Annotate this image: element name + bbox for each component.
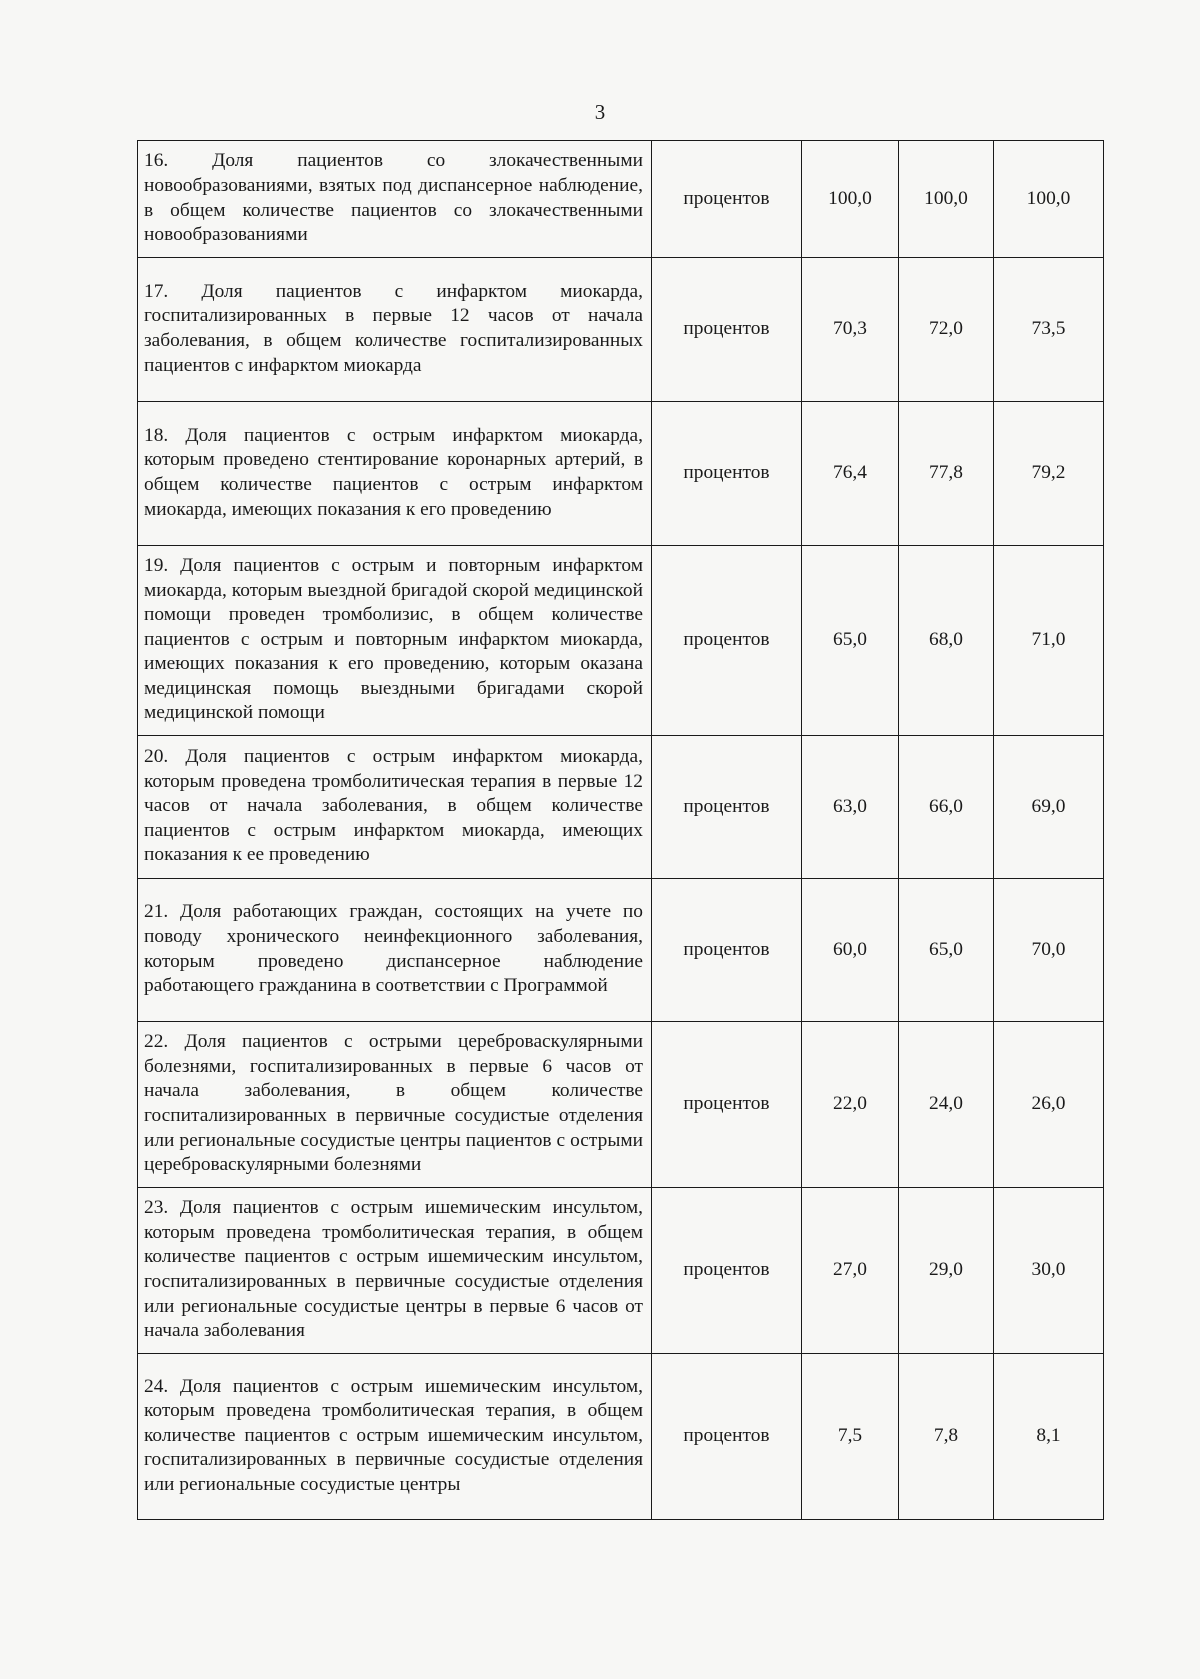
indicator-unit: процентов: [652, 879, 802, 1022]
indicator-value-year-3: 8,1: [994, 1354, 1104, 1520]
indicator-value-year-1: 70,3: [802, 258, 899, 402]
indicator-unit: процентов: [652, 402, 802, 546]
page-number: 3: [594, 100, 606, 124]
indicator-value-year-3: 69,0: [994, 736, 1104, 879]
indicator-value-year-1: 22,0: [802, 1022, 899, 1188]
indicator-unit: процентов: [652, 1188, 802, 1354]
indicator-description: 17. Доля пациентов с инфарктом миокарда, госпитализированных в первые 12 часов от начала заболевания, в общем количестве госпитализированных пациентов с инфарктом миокарда: [138, 258, 652, 402]
indicator-value-year-2: 65,0: [899, 879, 994, 1022]
table-row: [138, 1188, 1104, 1354]
table-row: [138, 546, 1104, 736]
indicator-description: 16. Доля пациентов со злокачественными новообразованиями, взятых под диспансерное наблюдение, в общем количестве пациентов со злокачественными новообразованиями: [138, 141, 652, 258]
indicator-description: 23. Доля пациентов с острым ишемическим инсультом, которым проведена тромболитическая терапия, в общем количестве пациентов с острым ишемическим инсультом, госпитализированных в первичные сосудистые отделения или региональные сосудистые центры в первые 6 часов от начала заболевания: [138, 1188, 652, 1354]
indicator-value-year-3: 79,2: [994, 402, 1104, 546]
indicator-description: 22. Доля пациентов с острыми цереброваскулярными болезнями, госпитализированных в первые 6 часов от начала заболевания, в общем количестве госпитализированных в первичные сосудистые отделения или региональные сосудистые центры пациентов с острыми цереброваскулярными болезнями: [138, 1022, 652, 1188]
indicator-value-year-2: 29,0: [899, 1188, 994, 1354]
table-row: [138, 1354, 1104, 1520]
indicator-value-year-2: 77,8: [899, 402, 994, 546]
indicator-value-year-1: 63,0: [802, 736, 899, 879]
table-row: [138, 879, 1104, 1022]
indicator-description: 20. Доля пациентов с острым инфарктом миокарда, которым проведена тромболитическая терапия в первые 12 часов от начала заболевания, в общем количестве пациентов с острым инфарктом миокарда, имеющих показания к ее проведению: [138, 736, 652, 879]
indicator-value-year-1: 7,5: [802, 1354, 899, 1520]
indicator-value-year-3: 71,0: [994, 546, 1104, 736]
indicator-value-year-2: 72,0: [899, 258, 994, 402]
indicator-value-year-1: 76,4: [802, 402, 899, 546]
indicator-value-year-2: 24,0: [899, 1022, 994, 1188]
indicator-value-year-3: 100,0: [994, 141, 1104, 258]
indicator-value-year-3: 73,5: [994, 258, 1104, 402]
indicator-value-year-1: 100,0: [802, 141, 899, 258]
indicator-value-year-2: 68,0: [899, 546, 994, 736]
indicator-description: 18. Доля пациентов с острым инфарктом миокарда, которым проведено стентирование коронарных артерий, в общем количестве пациентов с острым инфарктом миокарда, имеющих показания к его проведению: [138, 402, 652, 546]
table-row: [138, 736, 1104, 879]
indicator-description: 19. Доля пациентов с острым и повторным инфарктом миокарда, которым выездной бригадой скорой медицинской помощи проведен тромболизис, в общем количестве пациентов с острым и повторным инфарктом миокарда, имеющих показания к его проведению, которым оказана медицинская помощь выездными бригадами скорой медицинской помощи: [138, 546, 652, 736]
table-row: [138, 141, 1104, 258]
indicator-unit: процентов: [652, 1354, 802, 1520]
indicator-value-year-3: 70,0: [994, 879, 1104, 1022]
indicator-unit: процентов: [652, 736, 802, 879]
indicator-value-year-1: 60,0: [802, 879, 899, 1022]
indicators-table: [137, 140, 1104, 1520]
table-row: [138, 402, 1104, 546]
indicator-unit: процентов: [652, 258, 802, 402]
indicator-unit: процентов: [652, 546, 802, 736]
indicator-value-year-3: 30,0: [994, 1188, 1104, 1354]
indicator-value-year-2: 100,0: [899, 141, 994, 258]
table-row: [138, 258, 1104, 402]
indicator-unit: процентов: [652, 1022, 802, 1188]
indicator-description: 24. Доля пациентов с острым ишемическим инсультом, которым проведена тромболитическая терапия, в общем количестве пациентов с острым ишемическим инсультом, госпитализированных в первичные сосудистые отделения или региональные сосудистые центры: [138, 1354, 652, 1520]
indicator-value-year-2: 66,0: [899, 736, 994, 879]
indicator-value-year-2: 7,8: [899, 1354, 994, 1520]
indicator-value-year-3: 26,0: [994, 1022, 1104, 1188]
indicator-value-year-1: 65,0: [802, 546, 899, 736]
table-row: [138, 1022, 1104, 1188]
indicator-description: 21. Доля работающих граждан, состоящих на учете по поводу хронического неинфекционного заболевания, которым проведено диспансерное наблюдение работающего гражданина в соответствии с Программой: [138, 879, 652, 1022]
indicator-value-year-1: 27,0: [802, 1188, 899, 1354]
indicator-unit: процентов: [652, 141, 802, 258]
